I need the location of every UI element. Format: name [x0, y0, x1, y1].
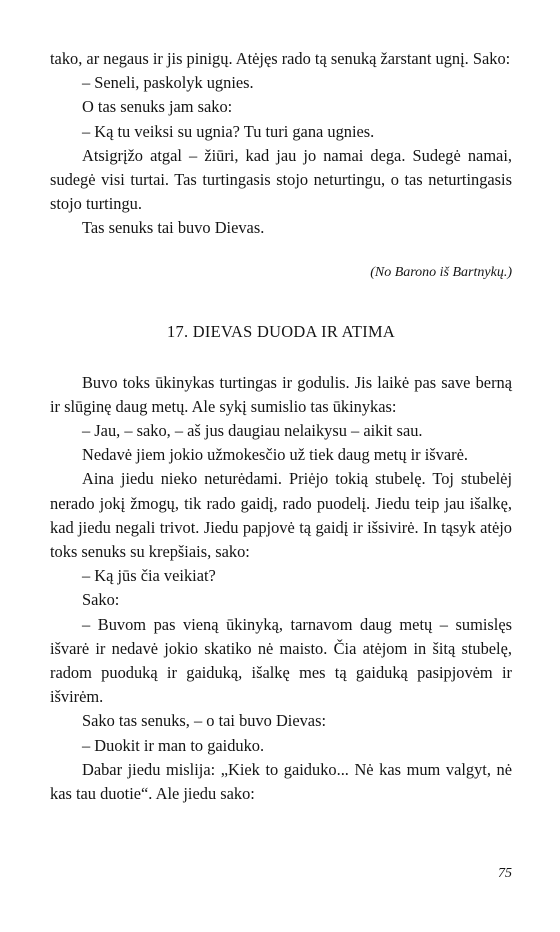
body-paragraph: – Duokit ir man to gaiduko. — [82, 735, 265, 755]
body-paragraph: Dabar jiedu mislija: „Kiek to gaiduko... Nė kas mum valgyt, nė kas tau duotie“. Ale jiedu sako: — [50, 759, 512, 804]
story-ending-section — [50, 47, 512, 241]
book-page — [50, 47, 512, 806]
body-paragraph: – Ką tu veiksi su ugnia? Tu turi gana ugnies. — [82, 121, 375, 141]
body-paragraph: – Seneli, paskolyk ugnies. — [82, 73, 254, 93]
body-paragraph: Aina jiedu nieko neturėdami. Priėjo tokią stubelę. Toj stubelėj nerado jokį žmogų, tik rado gaidį, rado puodelį. Jiedu teip jau išalkę, kad jiedu negali trivot. Jiedu papjovė tą gaidį ir išsivirė. In tąsyk atėjo toks senuks su krepšiais, sako: — [50, 469, 512, 562]
body-paragraph: – Jau, – sako, – aš jus daugiau nelaikysu – aikit sau. — [82, 421, 423, 441]
body-paragraph: Buvo toks ūkinykas turtingas ir godulis. Jis laikė pas save berną ir slūginę daug metų. Ale sykį sumislio tas ūkinykas: — [50, 372, 512, 416]
body-paragraph: Tas senuks tai buvo Dievas. — [82, 218, 265, 238]
body-paragraph: Sako tas senuks, – o tai buvo Dievas: — [82, 711, 327, 731]
story-body-section — [50, 371, 512, 807]
body-paragraph: Nedavė jiem jokio užmokesčio už tiek daug metų ir išvarė. — [82, 445, 468, 465]
page-number: 75 — [498, 866, 512, 881]
body-paragraph: Atsigrįžo atgal – žiūri, kad jau jo namai dega. Sudegė namai, sudegė visi turtai. Tas turtingasis stojo neturtingu, o tas neturtingasis stojo turtingu. — [50, 145, 512, 214]
body-paragraph: tako, ar negaus ir jis pinigų. Atėjęs rado tą senuką žarstant ugnį. Sako: — [50, 49, 511, 68]
chapter-heading: 17. DIEVAS DUODA IR ATIMA — [166, 321, 396, 341]
body-paragraph: – Buvom pas vieną ūkinyką, tarnavom daug metų – sumislęs išvarė ir nedavė jokio skatiko nė maisto. Čia atėjom in šitą stubelę, radom puoduką ir gaiduką, išalkę mes tą gaiduką pasipjovėm ir išvirėm. — [50, 614, 512, 707]
body-paragraph: O tas senuks jam sako: — [82, 97, 233, 117]
body-paragraph: Sako: — [82, 590, 120, 610]
source-attribution: (No Barono iš Bartnykų.) — [370, 264, 512, 280]
body-paragraph: – Ką jūs čia veikiat? — [82, 566, 216, 586]
